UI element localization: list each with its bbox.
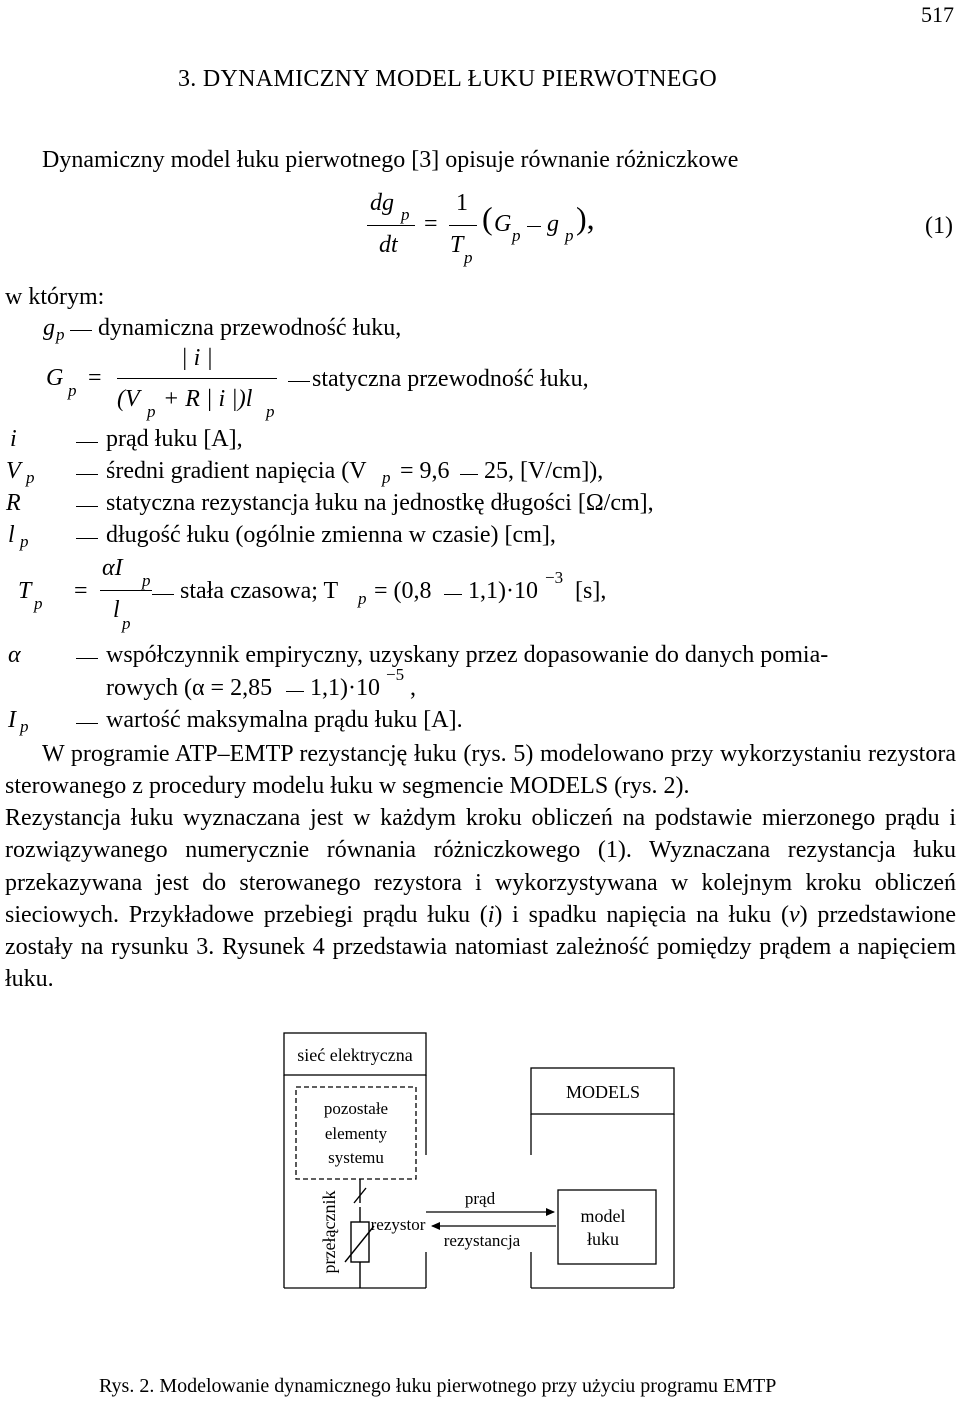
def-lp-dash [76,538,98,539]
emtp-arc-model-diagram [0,1020,960,1320]
def-Vp-symbol: V [6,458,21,484]
def-gp-dash [70,330,92,331]
def-R-dash [76,506,98,507]
def-Tp-denominator-sub: p [122,614,131,633]
def-Tp-text-sub: p [358,589,367,608]
page-number: 517 [921,2,954,27]
eq-lhs-numerator: dg [370,190,394,216]
other-elements-line-1: pozostałe [323,1099,389,1118]
section-heading: 3. DYNAMICZNY MODEL ŁUKU PIERWOTNEGO [178,66,717,92]
def-Gp-equals: = [88,365,102,391]
eq-rhs-denominator-sub: p [464,248,473,267]
def-R-symbol: R [6,490,21,516]
def-Tp-numerator-sub: p [142,571,151,590]
paragraph-2-c: ) przedstawione zostały na rysunku 3. Rysunek 4 przedstawia natomiast zależność pomiędzy prądem a napięciem łuku. [5,901,956,993]
paragraph-1: W programie ATP–EMTP rezystancję łuku (rys. 5) modelowano przy wykorzystaniu rezystora sterowanego z procedury modelu łuku w segmencie MODELS (rys. 2). [5,741,956,800]
def-Vp-sub: p [26,468,35,487]
paragraph-2-v: v [788,901,800,928]
def-Vp-text-a: średni gradient napięcia (V [106,458,367,484]
def-Ip-sub: p [20,717,29,736]
resistance-label: rezystancja [443,1231,521,1250]
eq-lhs-fraction-bar [367,225,415,226]
eq-paren-open: ( [482,200,493,236]
def-gp-text: dynamiczna przewodność łuku, [98,315,402,341]
def-Gp-denominator-a-sub: p [147,402,156,421]
eq-g: g [547,211,559,237]
paragraph-2-b: ) i spadku napięcia na łuku ( [494,901,789,928]
def-Gp-fraction-bar [117,378,277,379]
eq-g-sub: p [565,226,574,245]
def-Gp-denominator-b: + R | i |)l [163,386,253,412]
def-Tp-symbol: T [18,578,32,604]
eq-minus [527,226,541,227]
eq-rhs-denominator: T [450,232,464,258]
def-i-dash [76,442,98,443]
arc-model-line-1: model [580,1206,626,1226]
def-alpha-range-dash [286,691,304,692]
def-Gp-text: statyczna przewodność łuku, [312,366,589,392]
def-R-text: statyczna rezystancja łuku na jednostkę długości [Ω/cm], [106,490,654,516]
switch-label: przełącznik [319,1190,339,1274]
other-elements-line-3: systemu [328,1148,384,1167]
def-alpha-text-2exp: −5 [386,665,405,684]
eq-rhs-fraction-bar [449,225,477,226]
def-gp-symbol: g [43,315,55,341]
def-Tp-dash [152,594,174,595]
eq-lhs-numerator-sub: p [401,205,410,224]
arc-model-box [558,1190,656,1264]
def-Gp-sub: p [68,381,77,400]
other-elements-line-2: elementy [324,1124,388,1143]
def-Tp-text-c: 1,1)·10 [468,578,538,604]
def-Tp-fraction-bar [100,590,152,591]
def-lp-sub: p [20,532,29,551]
def-Ip-symbol: I [8,707,16,733]
resistor-label: rezystor [370,1215,426,1234]
def-lp-text: długość łuku (ogólnie zmienna w czasie) [cm], [106,522,556,548]
def-i-text: prąd łuku [A], [106,426,243,452]
eq-equals: = [424,211,438,237]
arc-model-line-2: łuku [586,1229,620,1249]
intro-text: Dynamiczny model łuku pierwotnego [3] opisuje równanie różniczkowe [42,147,739,173]
eq-rhs-numerator: 1 [456,190,468,216]
def-alpha-text-2a: rowych (α = 2,85 [106,675,273,701]
def-Tp-sub: p [34,594,43,613]
def-Tp-range-dash [444,594,462,595]
def-Vp-text-b: = 9,6 [400,458,450,484]
def-Gp-denominator-b-sub: p [266,402,275,421]
def-Tp-text-b: = (0,8 [374,578,432,604]
def-gp-sub: p [56,325,65,344]
resistor-symbol [351,1222,369,1262]
def-Ip-dash [76,723,98,724]
def-Tp-numerator: αI [102,555,123,581]
eq-G-sub: p [512,226,521,245]
def-Vp-text-sub: p [382,468,391,487]
def-Vp-range-dash [460,474,478,475]
def-alpha-text-2b: 1,1)·10 [310,675,380,701]
def-Tp-text-exp: −3 [545,568,564,587]
paragraph-2-i: i [487,901,495,928]
network-label: sieć elektryczna [297,1045,413,1065]
figure-caption: Rys. 2. Modelowanie dynamicznego łuku pierwotnego przy użyciu programu EMTP [99,1375,777,1397]
def-alpha-text-2c: , [410,675,416,701]
def-alpha-symbol: α [8,642,21,668]
def-Gp-denominator-a: (V [117,386,140,412]
def-Tp-denominator: l [113,597,120,623]
def-lp-symbol: l [8,522,15,548]
def-alpha-dash [76,658,98,659]
def-alpha-text-1: współczynnik empiryczny, uzyskany przez dopasowanie do danych pomia- [106,642,829,668]
eq-number: (1) [925,213,953,239]
eq-paren-close: ), [576,200,595,236]
def-Tp-text-d: [s], [575,578,607,604]
def-Gp-dash [288,381,310,382]
def-Vp-dash [76,474,98,475]
def-Gp-numerator: | i | [181,345,213,371]
eq-G: G [494,211,512,237]
def-Vp-text-c: 25, [V/cm]), [484,458,604,484]
current-label: prąd [464,1189,496,1208]
eq-lhs-denominator: dt [379,232,398,258]
where-label: w którym: [5,284,105,310]
paragraph-2-a: Rezystancja łuku wyznaczana jest w każdym kroku obliczeń na podstawie mierzonego prądu i rozwiązywanego numerycznie równania różniczkowego (1). Wyznaczana rezystancja łuku przekazywana jest do sterowanego rezystora i wykorzystywana w kolejnym kroku obliczeń sieciowych. Przykładowe przebiegi prądu łuku ( [5,805,956,928]
models-label: MODELS [565,1082,641,1102]
def-Tp-text-a: stała czasowa; T [180,578,339,604]
paragraph-2 [5,802,956,996]
def-Ip-text: wartość maksymalna prądu łuku [A]. [106,707,463,733]
def-i-symbol: i [10,426,17,452]
def-Tp-equals: = [74,578,88,604]
def-Gp-symbol: G [46,365,64,391]
